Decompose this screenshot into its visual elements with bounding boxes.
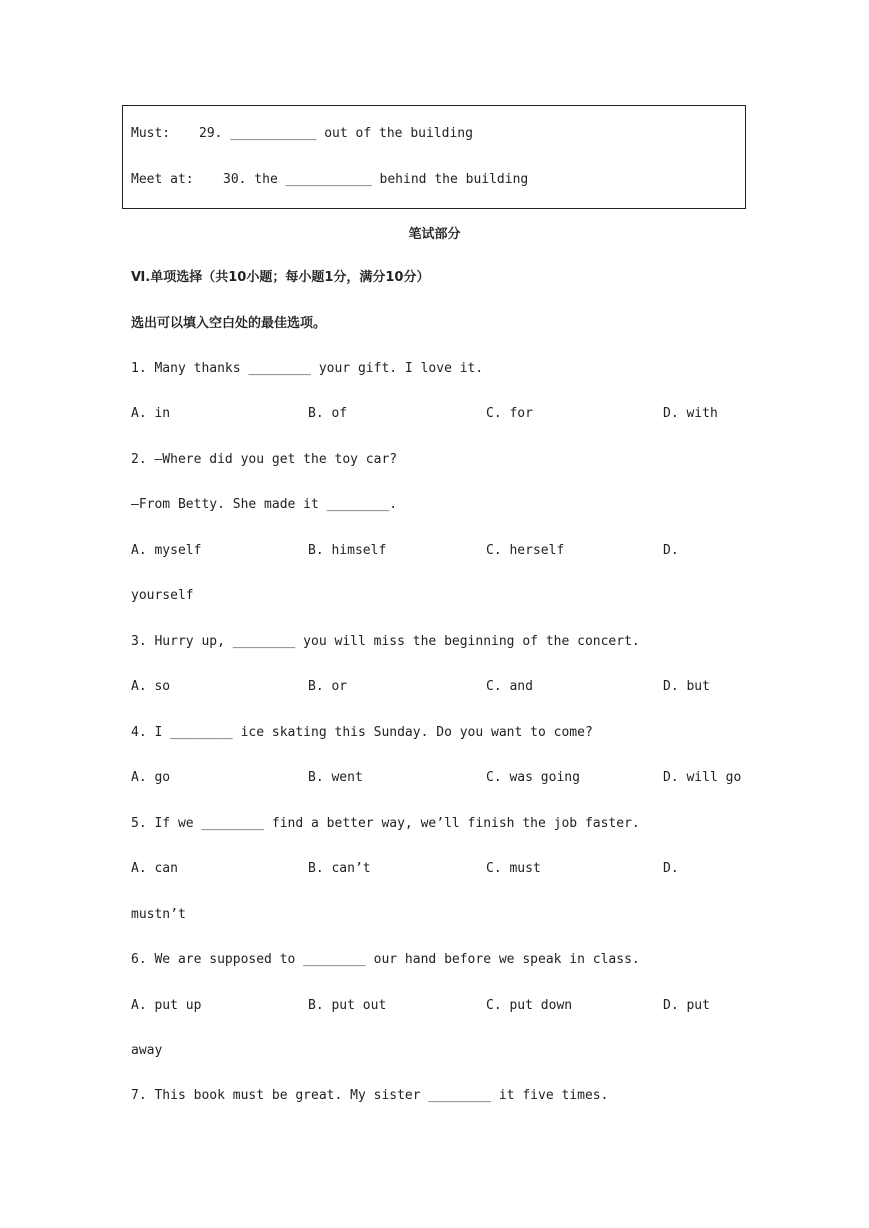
option-b: B. went: [308, 770, 363, 785]
option-a: A. so: [131, 679, 171, 694]
question-stem: 3. Hurry up, ________ you will miss the beginning of the concert.: [131, 634, 640, 649]
option-b: B. himself: [308, 543, 387, 558]
question-options: [131, 678, 751, 695]
option-d: D.: [663, 543, 679, 558]
option-d: D. with: [663, 406, 718, 421]
section-title: 笔试部分: [408, 227, 461, 242]
option-c: C. was going: [486, 770, 580, 785]
question-options: [131, 542, 751, 559]
option-c: C. herself: [486, 543, 565, 558]
option-a: A. can: [131, 861, 178, 876]
option-d: D.: [663, 861, 679, 876]
option-c: C. for: [486, 406, 533, 421]
notes-label: Must:: [131, 126, 171, 141]
option-c: C. and: [486, 679, 533, 694]
notes-blank-text: 29. ___________ out of the building: [199, 126, 473, 141]
instruction: 选出可以填入空白处的最佳选项。: [131, 316, 327, 331]
option-d-continued: mustn’t: [131, 907, 186, 922]
question-stem: 4. I ________ ice skating this Sunday. Do you want to come?: [131, 725, 593, 740]
option-d: D. put: [663, 998, 710, 1013]
option-b: B. put out: [308, 998, 387, 1013]
question-stem: 5. If we ________ find a better way, we’ll finish the job faster.: [131, 816, 640, 831]
option-d: D. will go: [663, 770, 742, 785]
question-stem: 6. We are supposed to ________ our hand before we speak in class.: [131, 952, 640, 967]
part-heading: Ⅵ.单项选择（共10小题；每小题1分，满分10分）: [131, 270, 430, 285]
question-options: [131, 405, 751, 422]
question-options: [131, 769, 751, 786]
option-d: D. but: [663, 679, 710, 694]
option-b: B. can’t: [308, 861, 371, 876]
question-stem: 1. Many thanks ________ your gift. I love it.: [131, 361, 484, 376]
option-c: C. put down: [486, 998, 573, 1013]
option-a: A. in: [131, 406, 171, 421]
option-a: A. go: [131, 770, 171, 785]
option-c: C. must: [486, 861, 541, 876]
question-stem: —From Betty. She made it ________.: [131, 497, 398, 512]
option-a: A. put up: [131, 998, 202, 1013]
option-d-continued: away: [131, 1043, 163, 1058]
question-options: [131, 860, 751, 877]
notes-row-must: [131, 126, 473, 141]
option-b: B. of: [308, 406, 348, 421]
question-stem: 2. —Where did you get the toy car?: [131, 452, 398, 467]
notes-blank-text: 30. the ___________ behind the building: [223, 172, 529, 187]
listening-notes-table: [122, 105, 746, 209]
question-options: [131, 997, 751, 1014]
question-stem: 7. This book must be great. My sister ________ it five times.: [131, 1088, 609, 1103]
option-b: B. or: [308, 679, 348, 694]
notes-label: Meet at:: [131, 172, 194, 187]
option-d-continued: yourself: [131, 588, 194, 603]
option-a: A. myself: [131, 543, 202, 558]
notes-row-meet-at: [131, 172, 528, 187]
